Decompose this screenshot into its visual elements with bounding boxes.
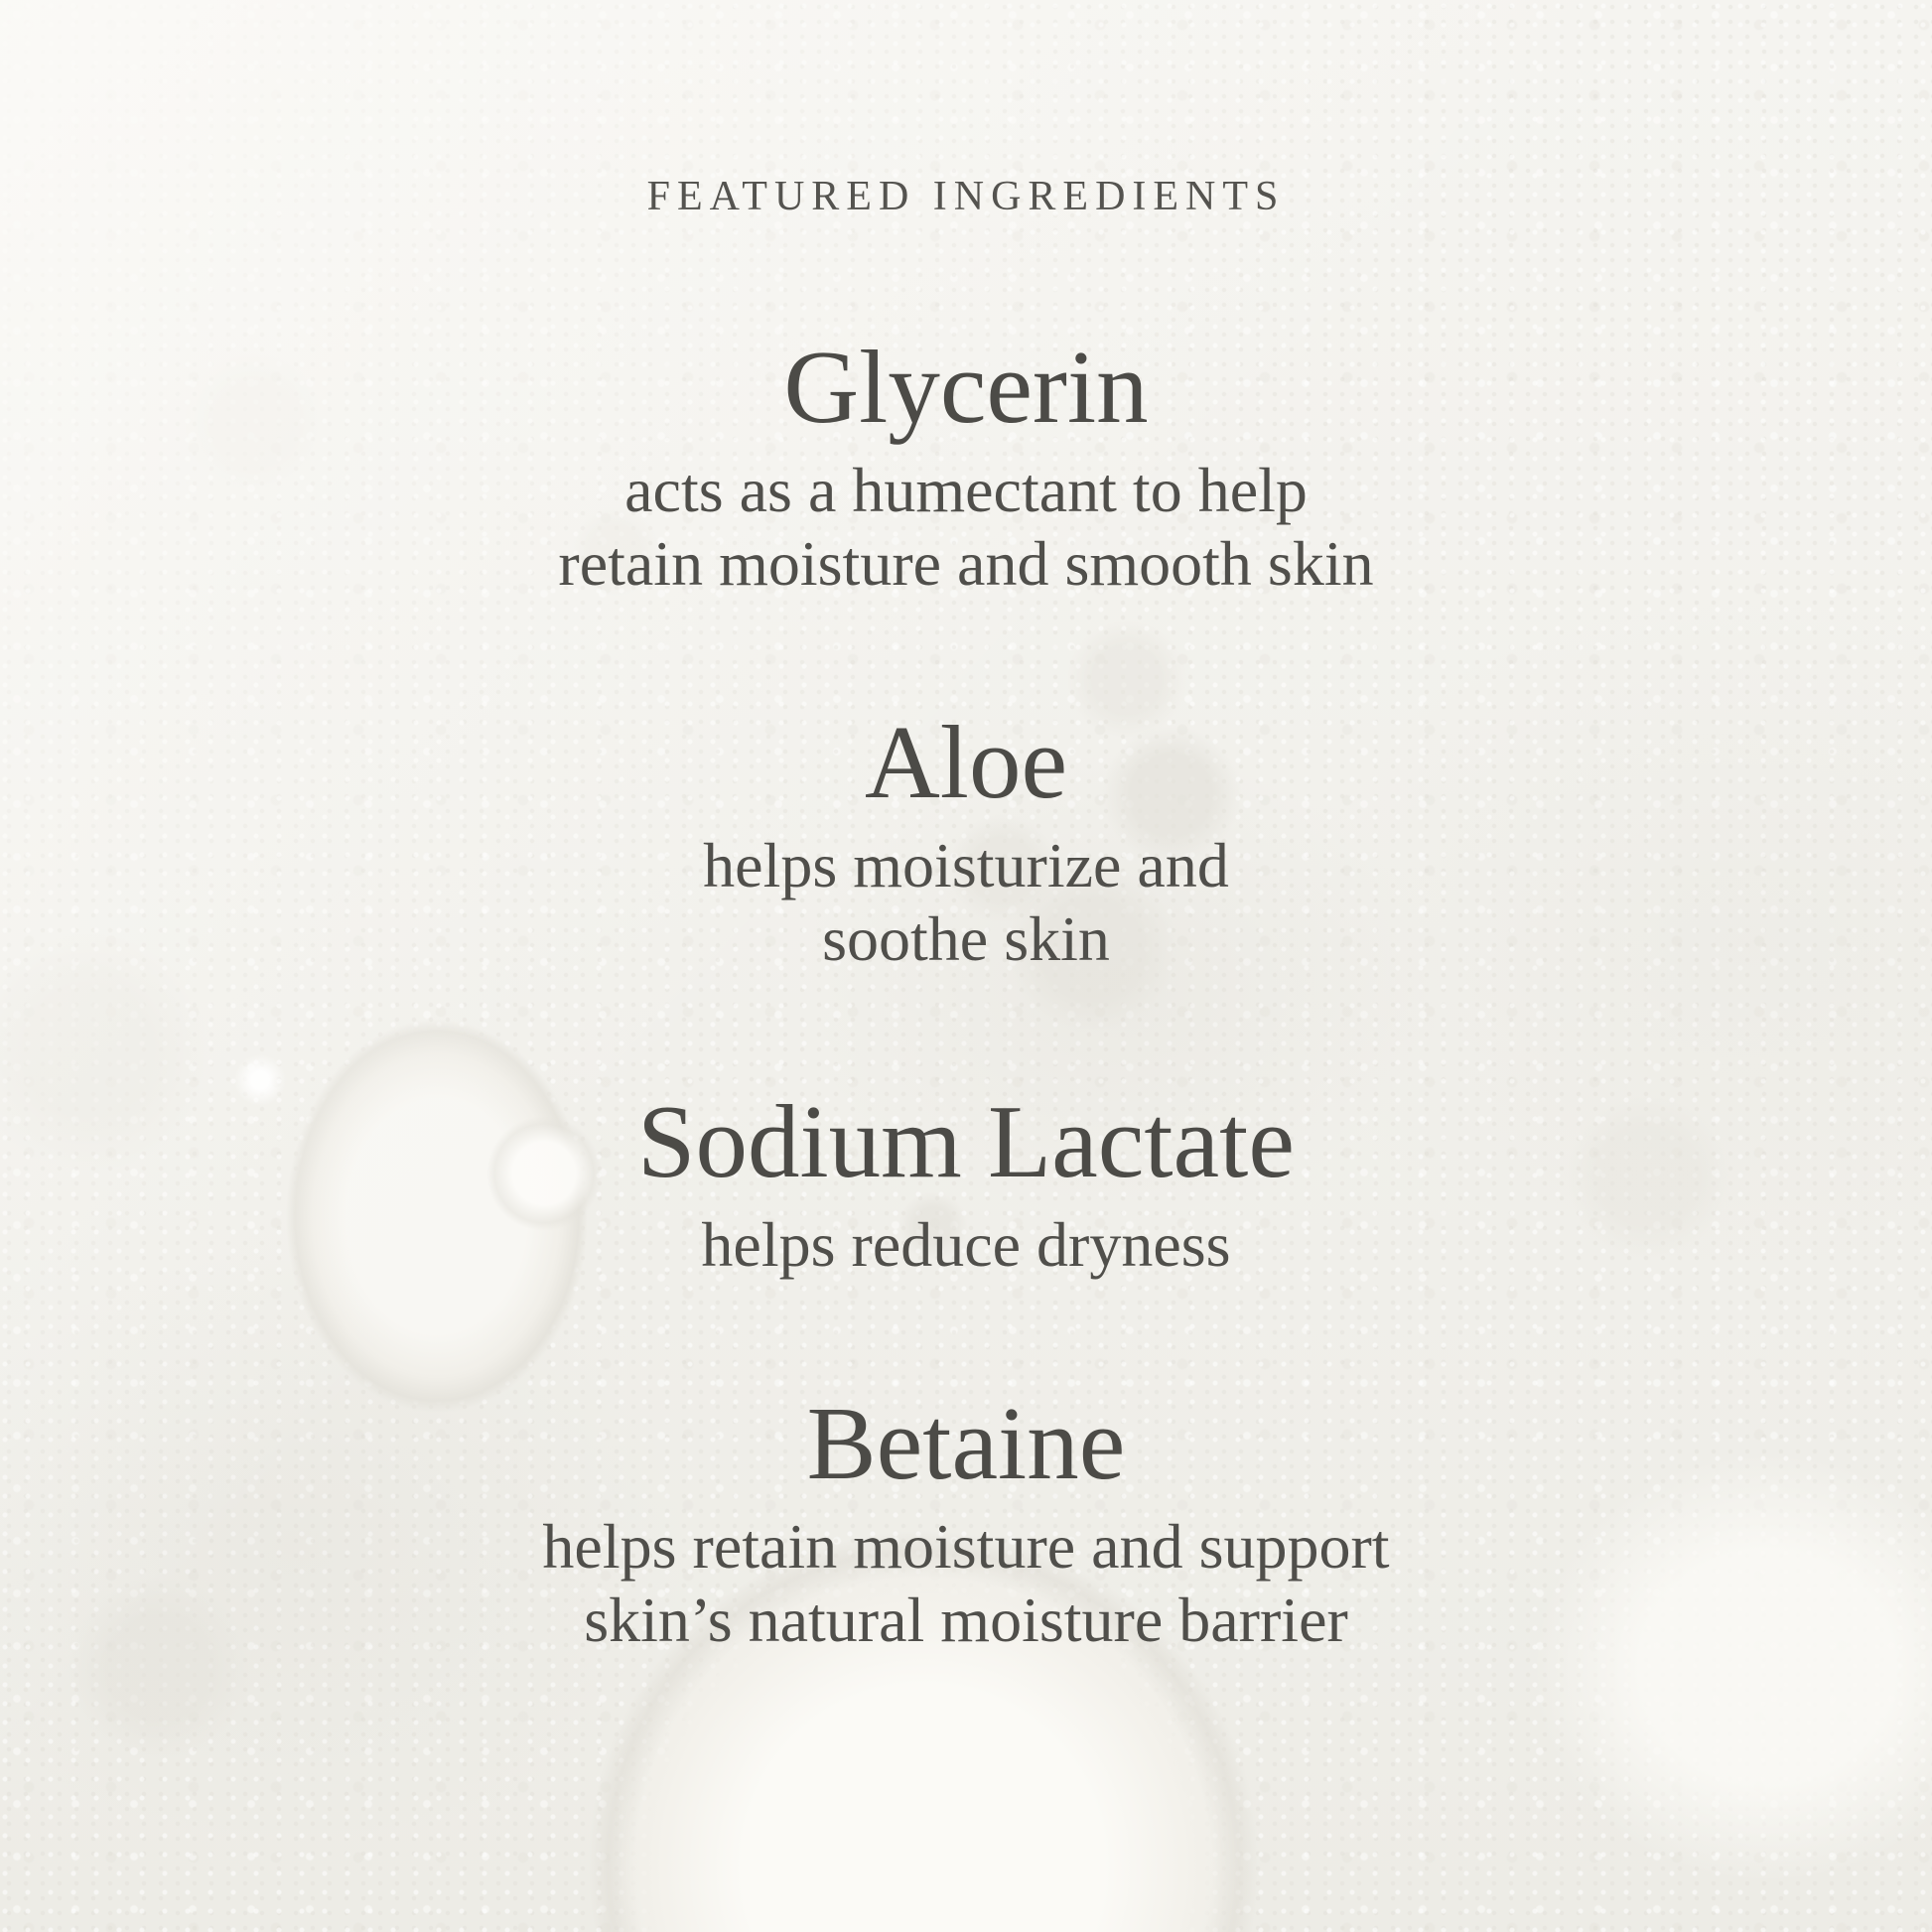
ingredient-section-aloe bbox=[0, 704, 1932, 976]
ingredient-description bbox=[0, 1208, 1932, 1282]
ingredient-name: Glycerin bbox=[783, 329, 1149, 445]
ingredient-description-line: helps reduce dryness bbox=[701, 1209, 1231, 1280]
ingredient-description-line: skin’s natural moisture barrier bbox=[584, 1585, 1348, 1655]
ingredient-description-line: soothe skin bbox=[822, 903, 1110, 974]
featured-ingredients-title: FEATURED INGREDIENTS bbox=[646, 174, 1286, 219]
ingredient-description-line: acts as a humectant to help bbox=[624, 455, 1308, 525]
ingredient-description-line: helps moisturize and bbox=[703, 830, 1229, 900]
ingredient-description-line: retain moisture and smooth skin bbox=[558, 528, 1374, 599]
ingredient-name: Betaine bbox=[806, 1385, 1126, 1501]
ingredient-description-line: helps retain moisture and support bbox=[542, 1511, 1390, 1582]
ingredient-name: Sodium Lactate bbox=[637, 1083, 1295, 1199]
ingredient-description bbox=[0, 829, 1932, 976]
ingredient-section-glycerin bbox=[0, 329, 1932, 601]
ingredient-section-sodium-lactate bbox=[0, 1083, 1932, 1282]
ingredient-description bbox=[0, 454, 1932, 601]
ingredient-description bbox=[0, 1510, 1932, 1657]
ingredient-section-betaine bbox=[0, 1385, 1932, 1657]
ingredient-name: Aloe bbox=[864, 704, 1068, 820]
